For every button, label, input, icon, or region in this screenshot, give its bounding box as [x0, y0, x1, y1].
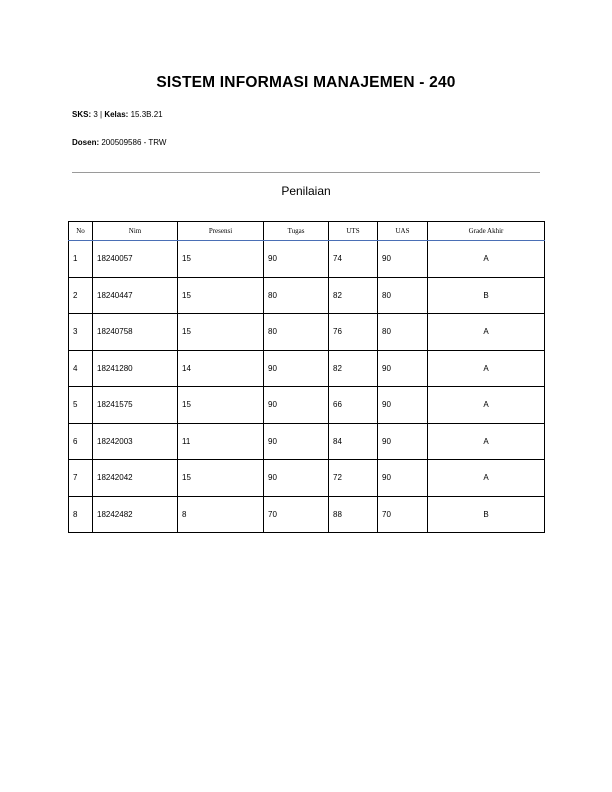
- cell-grade: A: [428, 387, 545, 424]
- cell-uts: 82: [329, 277, 378, 314]
- cell-presensi: 15: [178, 241, 264, 278]
- table-header-row: [69, 222, 545, 241]
- cell-tugas: 90: [264, 350, 329, 387]
- cell-grade: B: [428, 496, 545, 533]
- table-row: [69, 350, 545, 387]
- cell-tugas: 90: [264, 387, 329, 424]
- cell-grade: A: [428, 314, 545, 351]
- cell-grade: A: [428, 350, 545, 387]
- divider: [72, 172, 540, 173]
- header-presensi: Presensi: [178, 222, 264, 241]
- cell-grade: B: [428, 277, 545, 314]
- header-uas: UAS: [378, 222, 428, 241]
- cell-uas: 80: [378, 277, 428, 314]
- cell-grade: A: [428, 460, 545, 497]
- cell-nim: 18242042: [93, 460, 178, 497]
- table-row: [69, 241, 545, 278]
- cell-nim: 18241280: [93, 350, 178, 387]
- cell-nim: 18242482: [93, 496, 178, 533]
- section-title: Penilaian: [281, 184, 331, 198]
- cell-uts: 76: [329, 314, 378, 351]
- grades-table: [68, 221, 545, 533]
- cell-uas: 90: [378, 241, 428, 278]
- cell-uts: 72: [329, 460, 378, 497]
- sks-label: SKS:: [72, 110, 92, 119]
- cell-uas: 90: [378, 387, 428, 424]
- cell-no: 2: [69, 277, 93, 314]
- cell-uas: 80: [378, 314, 428, 351]
- cell-uts: 84: [329, 423, 378, 460]
- cell-uas: 70: [378, 496, 428, 533]
- header-no: No: [69, 222, 93, 241]
- cell-tugas: 80: [264, 314, 329, 351]
- cell-nim: 18240447: [93, 277, 178, 314]
- table-row: [69, 423, 545, 460]
- dosen-value: 200509586 - TRW: [99, 138, 167, 147]
- cell-no: 1: [69, 241, 93, 278]
- table-row: [69, 387, 545, 424]
- cell-no: 8: [69, 496, 93, 533]
- cell-uts: 82: [329, 350, 378, 387]
- header-uts: UTS: [329, 222, 378, 241]
- cell-no: 7: [69, 460, 93, 497]
- cell-nim: 18240057: [93, 241, 178, 278]
- kelas-label: Kelas:: [104, 110, 129, 119]
- cell-no: 5: [69, 387, 93, 424]
- cell-grade: A: [428, 423, 545, 460]
- cell-presensi: 15: [178, 277, 264, 314]
- cell-uas: 90: [378, 350, 428, 387]
- cell-grade: A: [428, 241, 545, 278]
- table-row: [69, 314, 545, 351]
- cell-presensi: 11: [178, 423, 264, 460]
- cell-uas: 90: [378, 460, 428, 497]
- kelas-value: 15.3B.21: [128, 110, 163, 119]
- cell-uas: 90: [378, 423, 428, 460]
- header-grade-akhir: Grade Akhir: [428, 222, 545, 241]
- cell-tugas: 90: [264, 423, 329, 460]
- sks-value: 3 |: [91, 110, 105, 119]
- cell-tugas: 90: [264, 241, 329, 278]
- header-tugas: Tugas: [264, 222, 329, 241]
- table-row: [69, 460, 545, 497]
- cell-nim: 18240758: [93, 314, 178, 351]
- cell-presensi: 15: [178, 460, 264, 497]
- cell-tugas: 80: [264, 277, 329, 314]
- cell-tugas: 70: [264, 496, 329, 533]
- cell-uts: 66: [329, 387, 378, 424]
- cell-no: 3: [69, 314, 93, 351]
- dosen-label: Dosen:: [72, 138, 100, 147]
- cell-uts: 74: [329, 241, 378, 278]
- cell-no: 6: [69, 423, 93, 460]
- course-title: SISTEM INFORMASI MANAJEMEN - 240: [156, 74, 456, 91]
- cell-nim: 18241575: [93, 387, 178, 424]
- cell-presensi: 14: [178, 350, 264, 387]
- cell-uts: 88: [329, 496, 378, 533]
- cell-tugas: 90: [264, 460, 329, 497]
- lecturer-line: [72, 138, 166, 147]
- cell-presensi: 15: [178, 314, 264, 351]
- table-row: [69, 496, 545, 533]
- cell-nim: 18242003: [93, 423, 178, 460]
- cell-no: 4: [69, 350, 93, 387]
- cell-presensi: 8: [178, 496, 264, 533]
- cell-presensi: 15: [178, 387, 264, 424]
- course-info-line: [72, 110, 163, 119]
- header-nim: Nim: [93, 222, 178, 241]
- table-row: [69, 277, 545, 314]
